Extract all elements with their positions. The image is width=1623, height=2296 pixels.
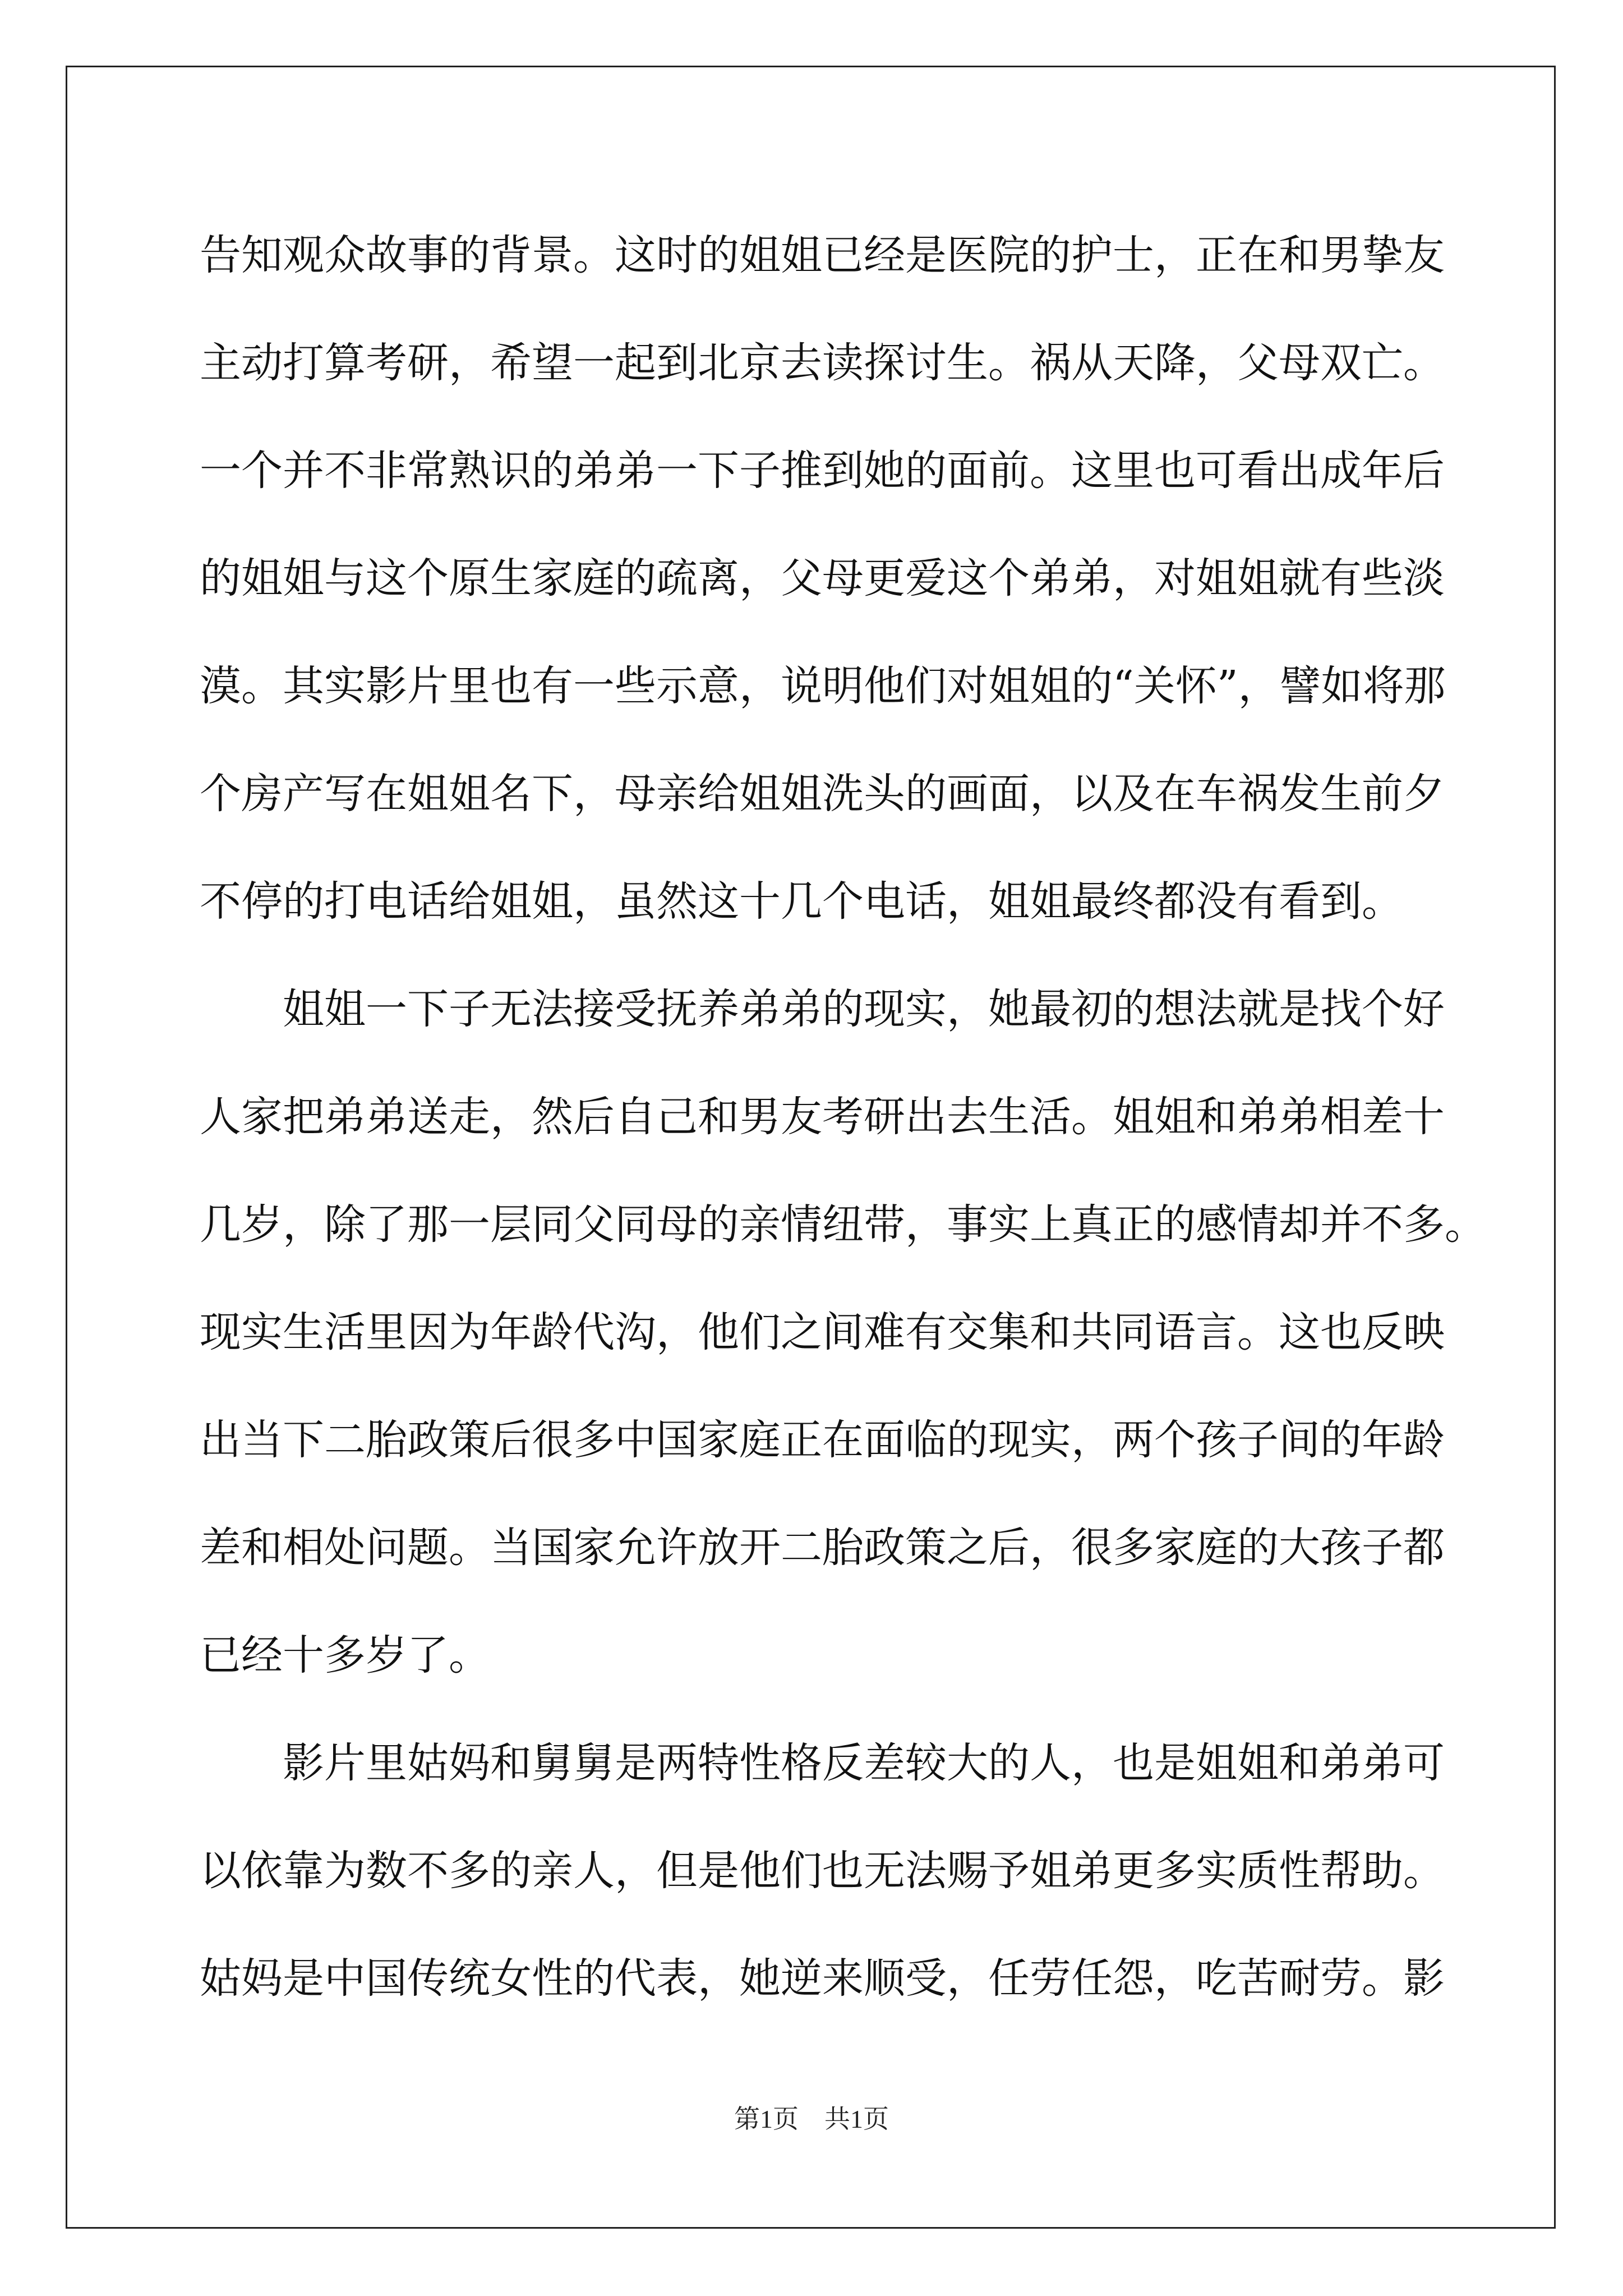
paragraph-start-line: 影片里姑妈和舅舅是两特性格反差较大的人，也是姐姐和弟弟可 [283,1739,1445,1787]
text-line: 出当下二胎政策后很多中国家庭正在面临的现实，两个孩子间的年龄 [200,1416,1445,1464]
text-line: 告知观众故事的背景。这时的姐姐已经是医院的护士，正在和男挚友 [200,231,1445,279]
text-line: 主动打算考研，希望一起到北京去读探讨生。祸从天降，父母双亡。 [200,339,1445,387]
text-line: 几岁，除了那一层同父同母的亲情纽带，事实上真正的感情却并不多。 [200,1200,1486,1249]
text-line: 的姐姐与这个原生家庭的疏离，父母更爱这个弟弟，对姐姐就有些淡 [200,554,1445,602]
text-line: 漠。其实影片里也有一些示意，说明他们对姐姐的“关怀”，譬如将那 [200,662,1446,710]
text-line: 姑妈是中国传统女性的代表，她逆来顺受，任劳任怨，吃苦耐劳。影 [200,1954,1445,2003]
text-line: 现实生活里因为年龄代沟，他们之间难有交集和共同语言。这也反映 [200,1308,1445,1356]
text-line: 个房产写在姐姐名下，母亲给姐姐洗头的画面，以及在车祸发生前夕 [200,770,1445,818]
text-line: 不停的打电话给姐姐，虽然这十几个电话，姐姐最终都没有看到。 [200,877,1403,926]
text-line: 差和相处问题。当国家允许放开二胎政策之后，很多家庭的大孩子都 [200,1524,1445,1572]
text-line: 已经十多岁了。 [200,1631,490,1680]
text-line: 人家把弟弟送走，然后自己和男友考研出去生活。姐姐和弟弟相差十 [200,1093,1445,1141]
page-footer: 第1页 共1页 [734,2105,889,2133]
text-line: 一个并不非常熟识的弟弟一下子推到她的面前。这里也可看出成年后 [200,447,1445,495]
text-line: 以依靠为数不多的亲人，但是他们也无法赐予姐弟更多实质性帮助。 [200,1847,1445,1895]
paragraph-start-line: 姐姐一下子无法接受抚养弟弟的现实，她最初的想法就是找个好 [283,985,1445,1033]
